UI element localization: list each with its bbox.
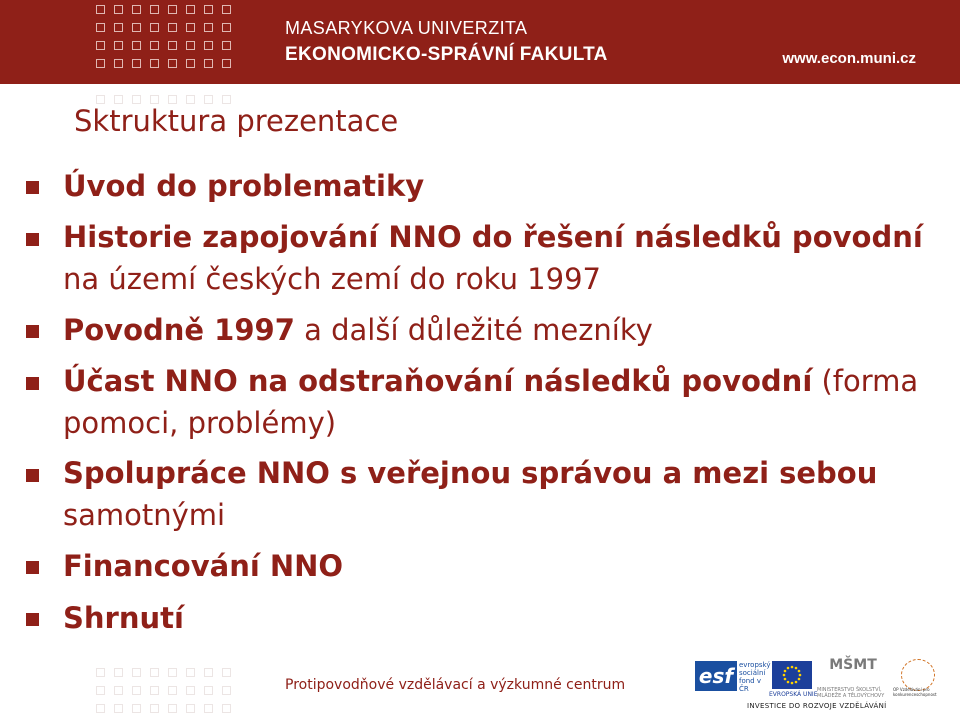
grid-square <box>96 41 105 50</box>
grid-square <box>150 41 159 50</box>
square-bullet-icon <box>26 233 39 246</box>
grid-square <box>186 686 195 695</box>
grid-square <box>150 5 159 14</box>
bullet-bold-text: Financování NNO <box>63 549 344 583</box>
grid-square <box>114 59 123 68</box>
grid-square <box>204 686 213 695</box>
grid-square <box>114 95 123 104</box>
grid-square <box>168 686 177 695</box>
grid-square <box>150 95 159 104</box>
grid-square <box>186 95 195 104</box>
esf-logo-text: evropský sociální fond v ČR <box>739 661 771 693</box>
bullet-item <box>26 164 926 208</box>
grid-square <box>96 686 105 695</box>
website-link[interactable]: www.econ.muni.cz <box>782 50 916 67</box>
bullet-bold-text: Historie zapojování NNO do řešení následků povodní <box>63 220 923 254</box>
grid-square <box>168 23 177 32</box>
grid-square <box>204 23 213 32</box>
grid-square <box>168 668 177 677</box>
grid-square <box>96 5 105 14</box>
grid-square <box>204 668 213 677</box>
grid-square <box>132 704 141 713</box>
grid-square <box>186 704 195 713</box>
grid-square <box>204 59 213 68</box>
grid-square <box>168 95 177 104</box>
investment-slogan: INVESTICE DO ROZVOJE VZDĚLÁVÁNÍ <box>747 702 887 710</box>
grid-square <box>222 59 231 68</box>
grid-square <box>204 41 213 50</box>
bullet-text: na území českých zemí do roku 1997 <box>63 262 601 296</box>
bullet-bold-text: Účast NNO na odstraňování následků povodní <box>63 364 813 398</box>
faculty-name: EKONOMICKO-SPRÁVNÍ FAKULTA <box>285 44 608 65</box>
eu-logo-text: EVROPSKÁ UNIE <box>769 691 818 698</box>
bullet-item <box>26 596 926 640</box>
grid-square <box>96 95 105 104</box>
grid-square <box>168 5 177 14</box>
square-bullet-icon <box>26 325 39 338</box>
square-bullet-icon <box>26 561 39 574</box>
esf-logo-icon: esf <box>695 661 737 691</box>
grid-square <box>96 704 105 713</box>
grid-square <box>114 41 123 50</box>
grid-square <box>204 95 213 104</box>
grid-square <box>186 59 195 68</box>
grid-square <box>132 95 141 104</box>
grid-square <box>132 5 141 14</box>
square-bullet-icon <box>26 181 39 194</box>
grid-square <box>114 686 123 695</box>
grid-square <box>132 23 141 32</box>
grid-square <box>222 5 231 14</box>
bullet-bold-text: Spolupráce NNO s veřejnou správou a mezi sebou <box>63 456 878 490</box>
msmt-logo-icon: MŠMT <box>829 657 877 673</box>
grid-square <box>150 686 159 695</box>
eu-stars-icon <box>772 661 812 689</box>
grid-square <box>186 5 195 14</box>
university-name: MASARYKOVA UNIVERZITA <box>285 18 528 38</box>
grid-square <box>96 668 105 677</box>
grid-square <box>132 686 141 695</box>
grid-square <box>186 41 195 50</box>
square-bullet-icon <box>26 377 39 390</box>
grid-square <box>150 668 159 677</box>
grid-square <box>168 59 177 68</box>
slide-title: Sktruktura prezentace <box>74 104 399 138</box>
grid-square <box>186 668 195 677</box>
grid-square <box>168 41 177 50</box>
bullet-text: a další důležité mezníky <box>294 313 653 347</box>
grid-square <box>132 41 141 50</box>
bullet-bold-text: Povodně 1997 <box>63 313 295 347</box>
grid-square <box>150 704 159 713</box>
grid-square <box>222 95 231 104</box>
bullet-item <box>26 452 926 536</box>
bullet-text: samotnými <box>63 498 226 532</box>
msmt-logo-text: MINISTERSTVO ŠKOLSTVÍ, MLÁDEŽE A TĚLOVÝCHOVY <box>817 687 885 699</box>
grid-square <box>132 668 141 677</box>
bullet-bold-text: Úvod do problematiky <box>63 169 425 203</box>
grid-square <box>150 59 159 68</box>
footer-square-pattern <box>96 668 233 715</box>
bullet-item <box>26 216 926 300</box>
bullet-item <box>26 544 926 588</box>
grid-square <box>222 668 231 677</box>
bullet-text: (forma pomoci, problémy) <box>63 364 919 440</box>
bullet-item <box>26 360 926 444</box>
grid-square <box>96 59 105 68</box>
bullet-item <box>26 308 926 352</box>
grid-square <box>222 704 231 713</box>
grid-square <box>204 704 213 713</box>
square-bullet-icon <box>26 613 39 626</box>
square-bullet-icon <box>26 469 39 482</box>
op-vk-logo-text: OP Vzdělávání pro konkurenceschopnost <box>893 687 937 697</box>
grid-square <box>132 59 141 68</box>
grid-square <box>222 41 231 50</box>
header-square-pattern <box>96 5 233 70</box>
grid-square <box>114 668 123 677</box>
grid-square <box>114 5 123 14</box>
grid-square <box>222 23 231 32</box>
sponsor-logos <box>695 657 943 711</box>
grid-square <box>96 23 105 32</box>
grid-square <box>186 23 195 32</box>
bullet-bold-text: Shrnutí <box>63 601 184 635</box>
project-name: Protipovodňové vzdělávací a výzkumné centrum <box>285 677 626 693</box>
grid-square <box>114 23 123 32</box>
grid-square <box>114 704 123 713</box>
grid-square <box>150 23 159 32</box>
grid-square <box>204 5 213 14</box>
eu-flag-icon <box>772 661 812 689</box>
grid-square <box>222 686 231 695</box>
bullet-list <box>26 164 926 648</box>
grid-square <box>168 704 177 713</box>
